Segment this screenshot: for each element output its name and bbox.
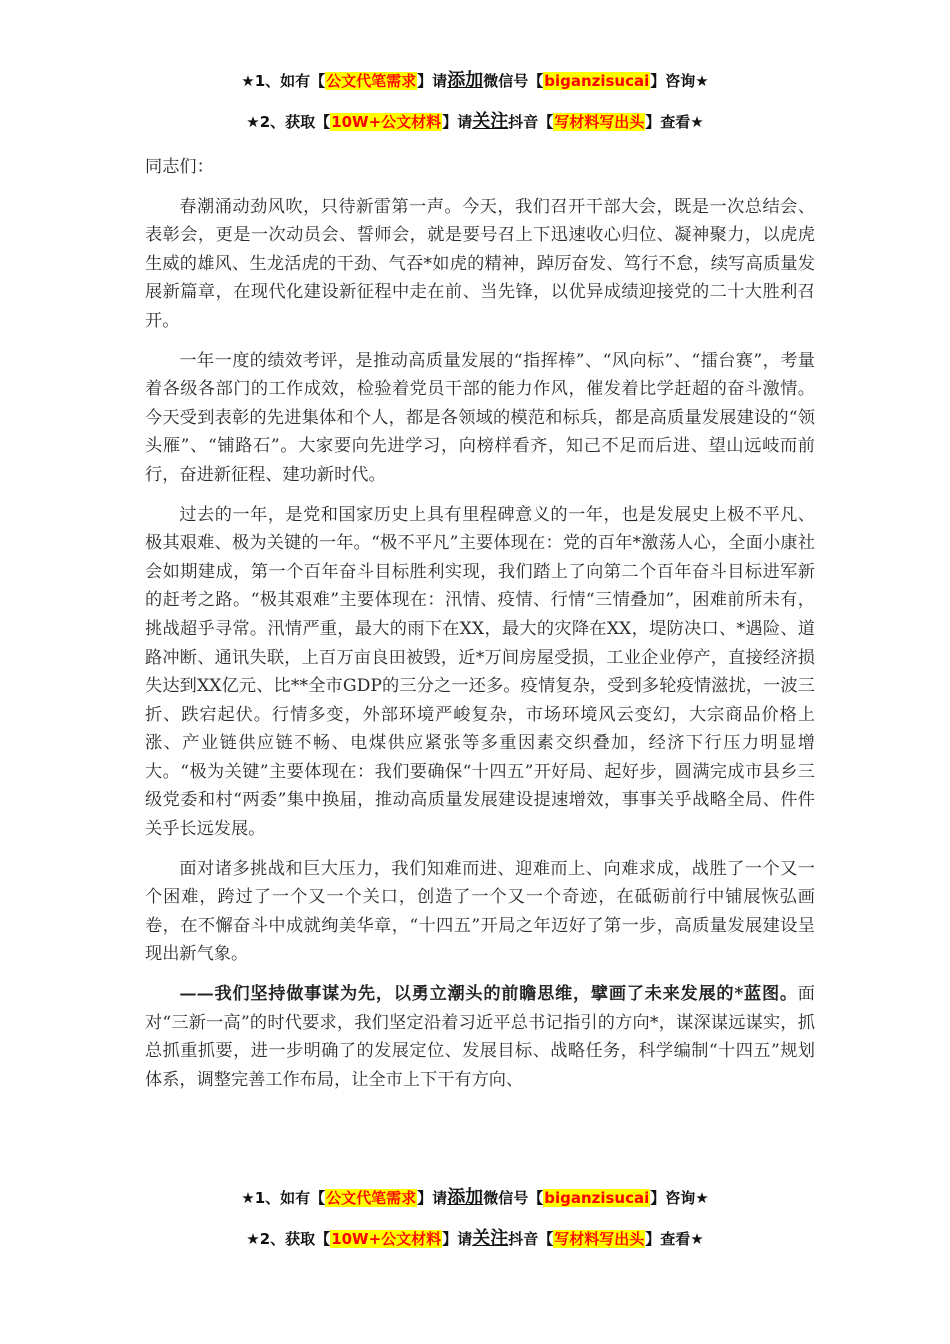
salutation: 同志们： [145, 157, 214, 177]
footer-1-text: 】咨询★ [650, 1189, 709, 1207]
paragraph-5-heading: ——我们坚持做事谋为先，以勇立潮头的前瞻思维，擘画了未来发展的*蓝图。 [179, 984, 798, 1005]
header-1-highlight-service: 公文代笔需求 [326, 72, 417, 90]
header-2-highlight-materials: 10W+公文材料 [331, 113, 442, 131]
footer-2-text: 】查看★ [645, 1230, 704, 1248]
header-1-text: 】咨询★ [650, 72, 709, 90]
paragraph-5 [145, 980, 815, 1094]
paragraph-3: 过去的一年，是党和国家历史上具有里程碑意义的一年，也是发展史上极不平凡、极其艰难、极为关键的一年。“极不平凡”主要体现在：党的百年*激荡人心，全面小康社会如期建成，第一个百年奋斗目标胜利实现，我们踏上了向第二个百年奋斗目标进军新的赶考之路。“极其艰难”主要体现在：汛情、疫情、行情“三情叠加”，困难前所未有，挑战超乎寻常。汛情严重，最大的雨下在XX，最大的灾降在XX，堤防决口、*遇险、道路冲断、通讯失联，上百万亩良田被毁，近*万间房屋受损，工业企业停产，直接经济损失达到XX亿元、比**全市GDP的三分之一还多。疫情复杂，受到多轮疫情滋扰，一波三折、跌宕起伏。行情多变，外部环境严峻复杂，市场环境风云变幻，大宗商品价格上涨、产业链供应链不畅、电煤供应紧张等多重因素交织叠加，经济下行压力明显增大。“极为关键”主要体现在：我们要确保“十四五”开好局、起好步，圆满完成市县乡三级党委和村“两委”集中换届，推动高质量发展建设提速增效，事事关乎战略全局、件件关乎长远发展。 [145, 504, 815, 840]
footer-1-highlight-service: 公文代笔需求 [326, 1189, 417, 1207]
footer-2-highlight-douyin: 写材料写出头 [554, 1230, 645, 1248]
header-line-1 [0, 70, 950, 92]
header-2-emphasis: 关注 [472, 111, 509, 132]
header-2-text: ★2、获取【 [246, 113, 331, 131]
footer-line-2 [0, 1228, 950, 1250]
footer-1-text: 微信号【 [483, 1189, 544, 1207]
header-2-text: 抖音【 [508, 113, 554, 131]
footer-2-highlight-materials: 10W+公文材料 [331, 1230, 442, 1248]
header-2-highlight-douyin: 写材料写出头 [554, 113, 645, 131]
footer-1-text: ★1、如有【 [241, 1189, 326, 1207]
footer-2-text: ★2、获取【 [246, 1230, 331, 1248]
header-1-highlight-wechat: biganzisucai [544, 72, 650, 90]
header-2-text: 】查看★ [645, 113, 704, 131]
footer-1-highlight-wechat: biganzisucai [544, 1189, 650, 1207]
footer-1-emphasis: 添加 [447, 1187, 484, 1208]
paragraph-2: 一年一度的绩效考评，是推动高质量发展的“指挥棒”、“风向标”、“擂台赛”，考量着各级各部门的工作成效，检验着党员干部的能力作风，催发着比学赶超的奋斗激情。今天受到表彰的先进集体和个人，都是各领域的模范和标兵，都是高质量发展建设的“领头雁”、“铺路石”。大家要向先进学习，向榜样看齐，知己不足而后进、望山远岐而前行，奋进新征程、建功新时代。 [145, 350, 815, 485]
header-1-emphasis: 添加 [447, 70, 484, 91]
footer-2-text: 抖音【 [508, 1230, 554, 1248]
header-line-2 [0, 111, 950, 133]
paragraph-4: 面对诸多挑战和巨大压力，我们知难而进、迎难而上、向难求成，战胜了一个又一个困难，跨过了一个又一个关口，创造了一个又一个奇迹，在砥砺前行中铺展恢弘画卷，在不懈奋斗中成就绚美华章，“十四五”开局之年迈好了第一步，高质量发展建设呈现出新气象。 [145, 858, 815, 965]
header-1-text: 】请 [417, 72, 448, 90]
footer-line-1 [0, 1187, 950, 1209]
footer-1-text: 】请 [417, 1189, 448, 1207]
header-1-text: ★1、如有【 [241, 72, 326, 90]
footer-2-emphasis: 关注 [472, 1228, 509, 1249]
header-1-text: 微信号【 [483, 72, 544, 90]
footer-2-text: 】请 [442, 1230, 473, 1248]
paragraph-5-text: 面对“三新一高”的时代要求，我们坚定沿着习近平总书记指引的方向*，谋深谋远谋实，抓总抓重抓要，进一步明确了的发展定位、发展目标、战略任务，科学编制“十四五”规划体系，调整完善工作布局，让全市上下干有方向、 [145, 984, 815, 1090]
document-body [145, 153, 815, 1105]
paragraph-1: 春潮涌动劲风吹，只待新雷第一声。今天，我们召开干部大会，既是一次总结会、表彰会，更是一次动员会、誓师会，就是要号召上下迅速收心归位、凝神聚力，以虎虎生威的雄风、生龙活虎的干劲、气吞*如虎的精神，踔厉奋发、笃行不怠，续写高质量发展新篇章，在现代化建设新征程中走在前、当先锋，以优异成绩迎接党的二十大胜利召开。 [145, 196, 815, 331]
header-2-text: 】请 [442, 113, 473, 131]
